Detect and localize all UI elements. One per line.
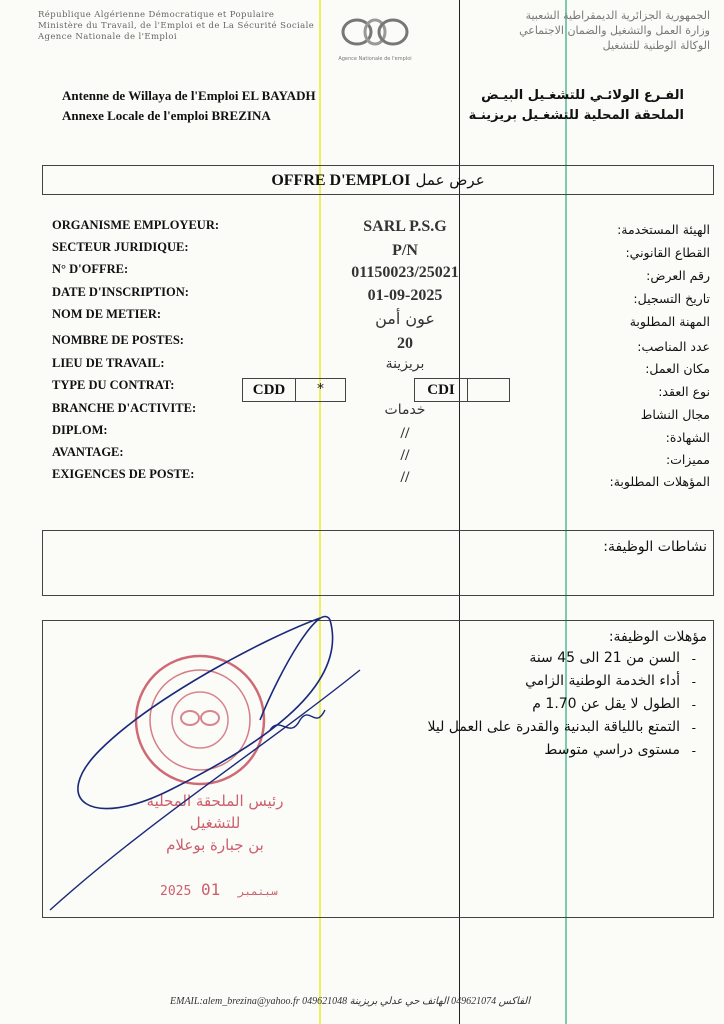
contract-cdd-mark: * [317, 382, 324, 397]
label-postes-ar: عدد المناصب: [637, 339, 710, 354]
label-organisme-ar: الهيئة المستخدمة: [617, 222, 710, 237]
label-lieu-ar: مكان العمل: [645, 361, 710, 376]
value-branche: خدمات [384, 402, 426, 418]
qualification-item: التمتع باللياقة البدنية والقدرة على العمل ليلا [427, 719, 680, 735]
stamp-date-month: سبتمبر [237, 885, 278, 898]
title-ar: عرض عمل [415, 171, 485, 189]
header-ar-line1: الجمهورية الجزائرية الديمقراطية الشعبية [525, 9, 710, 22]
label-lieu-travail: LIEU DE TRAVAIL: [52, 356, 165, 370]
label-metier: NOM DE METIER: [52, 307, 162, 321]
header-fr-line2: Ministère du Travail, de l'Emploi et de La Sécurité Sociale [38, 21, 315, 31]
qualifications-title: مؤهلات الوظيفة: [608, 629, 707, 645]
list-dash: - [691, 744, 696, 759]
header-ar-line3: الوكالة الوطنية للتشغيل [602, 39, 710, 52]
office-antenna-fr: Antenne de Willaya de l'Emploi EL BAYADH [62, 88, 316, 103]
stamp-line2: للتشغيل [189, 814, 241, 832]
value-organisme: SARL P.S.G [363, 218, 447, 235]
label-type-contrat: TYPE DU CONTRAT: [52, 378, 175, 392]
contract-cdd-box [242, 378, 346, 402]
label-secteur-ar: القطاع القانوني: [625, 245, 710, 260]
value-lieu-travail: بريزينة [385, 356, 425, 372]
header-ar-line2: وزارة العمل والتشغيل والضمان الاجتماعي [519, 24, 710, 37]
stamp-line3: بن جبارة بوعلام [166, 836, 264, 854]
label-numero-offre: N° D'OFFRE: [52, 262, 129, 276]
value-secteur: P/N [392, 242, 418, 259]
contract-cdd-label: CDD [243, 379, 296, 401]
value-avantage: // [400, 447, 410, 464]
value-exigences: // [400, 469, 410, 486]
stamp-date-year: 2025 [160, 884, 192, 899]
office-annex-ar: الملحقة المحلية للتشغـيل بريزينـة [468, 108, 684, 123]
value-numero-offre: 01150023/25021 [351, 264, 459, 281]
header-fr-line1: République Algérienne Démocratique et Populaire [38, 10, 275, 20]
list-dash: - [691, 652, 696, 667]
contract-cdi-box [414, 378, 510, 402]
label-exigences: EXIGENCES DE POSTE: [52, 467, 195, 481]
signature-icon [30, 600, 370, 920]
logo-icon [335, 12, 415, 52]
title-fr: OFFRE D'EMPLOI [271, 172, 411, 189]
label-date-ar: تاريخ التسجيل: [633, 291, 710, 306]
label-avantage: AVANTAGE: [52, 445, 124, 459]
title-box [42, 165, 714, 195]
value-metier: عون أمن [375, 309, 435, 328]
value-date-inscription: 01-09-2025 [367, 287, 443, 304]
office-antenna-ar: الفـرع الولائـي للتشغـيل البيـض [481, 88, 684, 103]
label-diplome-ar: الشهادة: [665, 430, 710, 445]
header-ar [519, 8, 710, 53]
value-diplome: // [400, 425, 410, 442]
header-fr [38, 10, 314, 43]
header-fr-line3: Agence Nationale de l'Emploi [38, 32, 178, 42]
label-nombre-postes: NOMBRE DE POSTES: [52, 333, 184, 347]
agency-logo [335, 12, 415, 60]
list-dash: - [691, 675, 696, 690]
contract-cdi-label: CDI [415, 379, 468, 401]
label-metier-ar: المهنة المطلوبة [629, 314, 710, 329]
label-contrat-ar: نوع العقد: [658, 384, 710, 399]
qualification-item: مستوى دراسي متوسط [544, 742, 680, 758]
label-secteur: SECTEUR JURIDIQUE: [52, 240, 189, 254]
label-branche-ar: مجال النشاط [640, 407, 710, 422]
label-organisme: ORGANISME EMPLOYEUR: [52, 218, 220, 232]
activities-title: نشاطات الوظيفة: [603, 539, 707, 555]
label-diplome: DIPLOM: [52, 423, 108, 437]
label-exigences-ar: المؤهلات المطلوبة: [609, 474, 710, 489]
footer-contact: EMAIL:alem_brezina@yahoo.fr 049621048 الفاكس 049621074 الهاتف حي عدلي بريزينة [170, 996, 531, 1007]
label-branche: BRANCHE D'ACTIVITE: [52, 401, 197, 415]
label-avantage-ar: مميزات: [665, 452, 710, 467]
qualification-item: الطول لا يقل عن 1.70 م [532, 696, 680, 712]
label-numero-offre-ar: رقم العرض: [646, 268, 710, 283]
label-date-inscription: DATE D'INSCRIPTION: [52, 285, 189, 299]
qualification-item: السن من 21 الى 45 سنة [529, 650, 680, 666]
list-dash: - [691, 721, 696, 736]
stamp-line1: رئيس الملحقة المحلية [146, 792, 284, 810]
qualification-item: أداء الخدمة الوطنية الزامي [525, 673, 680, 689]
office-annex-fr: Annexe Locale de l'emploi BREZINA [62, 108, 271, 123]
value-nombre-postes: 20 [397, 335, 413, 352]
contract-cdi-mark [468, 379, 509, 401]
page-title [43, 166, 713, 195]
logo-caption: Agence Nationale de l'emploi [338, 56, 412, 62]
stamp-date-day: 01 [200, 880, 221, 899]
list-dash: - [691, 698, 696, 713]
activities-box [42, 530, 714, 596]
